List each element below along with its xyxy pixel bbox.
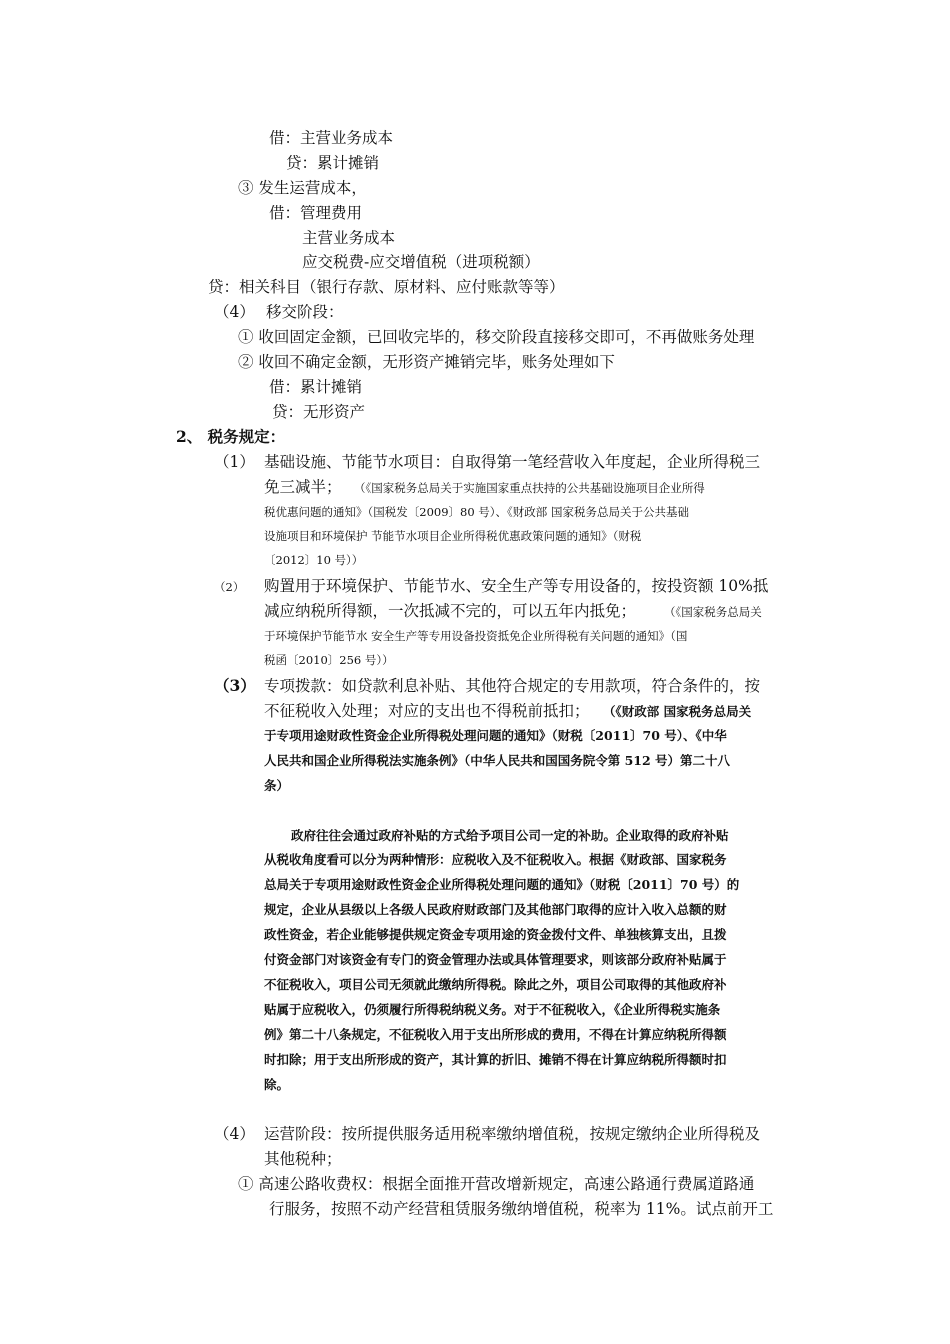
subsidy-para-line-5: 政性资金，若企业能够提供规定资金专项用途的资金拨付文件、单独核算支出，且拨: [264, 927, 727, 942]
item-toll-right-line-1: ① 高速公路收费权：根据全面推开营改增新规定，高速公路通行费属道路通: [238, 1175, 755, 1193]
para-1-ref-3: 设施项目和环境保护 节能节水项目企业所得税优惠政策问题的通知》（财税: [264, 529, 642, 543]
subsidy-para-line-9: 例》第二十八条规定，不征税收入用于支出所形成的费用，不得在计算应纳税所得额: [264, 1027, 727, 1042]
para-1-line-1: 基础设施、节能节水项目：自取得第一笔经营收入年度起，企业所得税三: [264, 453, 761, 471]
para-2-line-1: 购置用于环境保护、节能节水、安全生产等专用设备的，按投资额 10%抵: [264, 577, 769, 595]
entry-credit-intangible: 贷：无形资产: [272, 403, 366, 421]
subsidy-para-line-6: 付资金部门对该资金有专门的资金管理办法或具体管理要求，则该部分政府补贴属于: [264, 952, 727, 967]
para-4-line-1: 运营阶段：按所提供服务适用税率缴纳增值税，按规定缴纳企业所得税及: [264, 1125, 761, 1143]
para-2-ref-1: （《国家税务总局关: [664, 605, 762, 619]
para-4-line-2: 其他税种；: [264, 1150, 342, 1168]
list-marker-2: （2）: [214, 580, 245, 594]
para-2-ref-3: 税函〔2010〕256 号））: [264, 653, 394, 667]
item-toll-right-line-2: 行服务，按照不动产经营租赁服务缴纳增值税，税率为 11%。试点前开工: [269, 1200, 774, 1218]
subsidy-para-line-3: 总局关于专项用途财政性资金企业所得税处理问题的通知》（财税〔2011〕70 号）的: [264, 877, 740, 892]
list-marker-4: （4）: [214, 303, 255, 321]
para-2-ref-2: 于环境保护节能节水 安全生产等专用设备投资抵免企业所得税有关问题的通知》（国: [264, 629, 688, 643]
entry-debit-main-cost: 借：主营业务成本: [269, 129, 394, 147]
para-3-ref-2: 于专项用途财政性资金企业所得税处理问题的通知》（财税〔2011〕70 号）、《中华: [264, 728, 727, 743]
subsidy-para-line-2: 从税收角度看可以分为两种情形：应税收入及不征税收入。根据《财政部、国家税务: [264, 852, 727, 867]
para-3-ref-4: 条）: [264, 778, 290, 793]
para-1-line-2: 免三减半；: [264, 478, 342, 496]
list-marker-4b: （4）: [214, 1125, 255, 1143]
heading-transfer-stage: 移交阶段：: [266, 303, 344, 321]
section-title-tax: 2、 税务规定：: [176, 427, 286, 446]
entry-debit-admin-expense: 借：管理费用: [269, 204, 363, 222]
subsidy-para-line-1: 政府往往会通过政府补贴的方式给予项目公司一定的补助。企业取得的政府补贴: [291, 828, 729, 843]
item-fixed-amount: ① 收回固定金额，已回收完毕的，移交阶段直接移交即可，不再做账务处理: [238, 328, 755, 346]
list-marker-3: （3）: [214, 676, 256, 695]
para-3-line-1: 专项拨款：如贷款利息补贴、其他符合规定的专用款项，符合条件的，按: [264, 677, 761, 695]
para-1-ref-4: 〔2012〕10 号））: [264, 553, 364, 567]
para-2-line-2: 减应纳税所得额，一次抵减不完的，可以五年内抵免；: [264, 602, 637, 620]
subsidy-para-line-10: 时扣除；用于支出所形成的资产，其计算的折旧、摊销不得在计算应纳税所得额时扣: [264, 1052, 727, 1067]
item-uncertain-amount: ② 收回不确定金额，无形资产摊销完毕，账务处理如下: [238, 353, 615, 371]
entry-credit-amortization: 贷：累计摊销: [286, 154, 380, 172]
entry-main-cost: 主营业务成本: [302, 229, 396, 247]
subsidy-para-line-4: 规定，企业从县级以上各级人民政府财政部门及其他部门取得的应计入收入总额的财: [264, 902, 727, 917]
item-operating-cost: ③ 发生运营成本，: [238, 179, 367, 197]
para-3-line-2: 不征税收入处理；对应的支出也不得税前抵扣；: [264, 702, 590, 720]
para-3-ref-1: （《财政部 国家税务总局关: [603, 704, 752, 719]
subsidy-para-line-11: 除。: [264, 1077, 290, 1092]
entry-credit-related: 贷：相关科目（银行存款、原材料、应付账款等等）: [208, 278, 565, 296]
para-1-ref-2: 税优惠问题的通知》（国税发〔2009〕80 号）、《财政部 国家税务总局关于公共基础: [264, 505, 689, 519]
entry-debit-amortization: 借：累计摊销: [269, 378, 363, 396]
list-marker-1: （1）: [214, 453, 255, 471]
subsidy-para-line-8: 贴属于应税收入，仍须履行所得税纳税义务。对于不征税收入，《企业所得税实施条: [264, 1002, 721, 1017]
entry-vat-input: 应交税费-应交增值税（进项税额）: [302, 253, 540, 271]
subsidy-para-line-7: 不征税收入，项目公司无须就此缴纳所得税。除此之外，项目公司取得的其他政府补: [264, 977, 727, 992]
para-1-ref-1: （《国家税务总局关于实施国家重点扶持的公共基础设施项目企业所得: [354, 481, 705, 495]
para-3-ref-3: 人民共和国企业所得税法实施条例》（中华人民共和国国务院令第 512 号）第二十八: [264, 753, 731, 768]
